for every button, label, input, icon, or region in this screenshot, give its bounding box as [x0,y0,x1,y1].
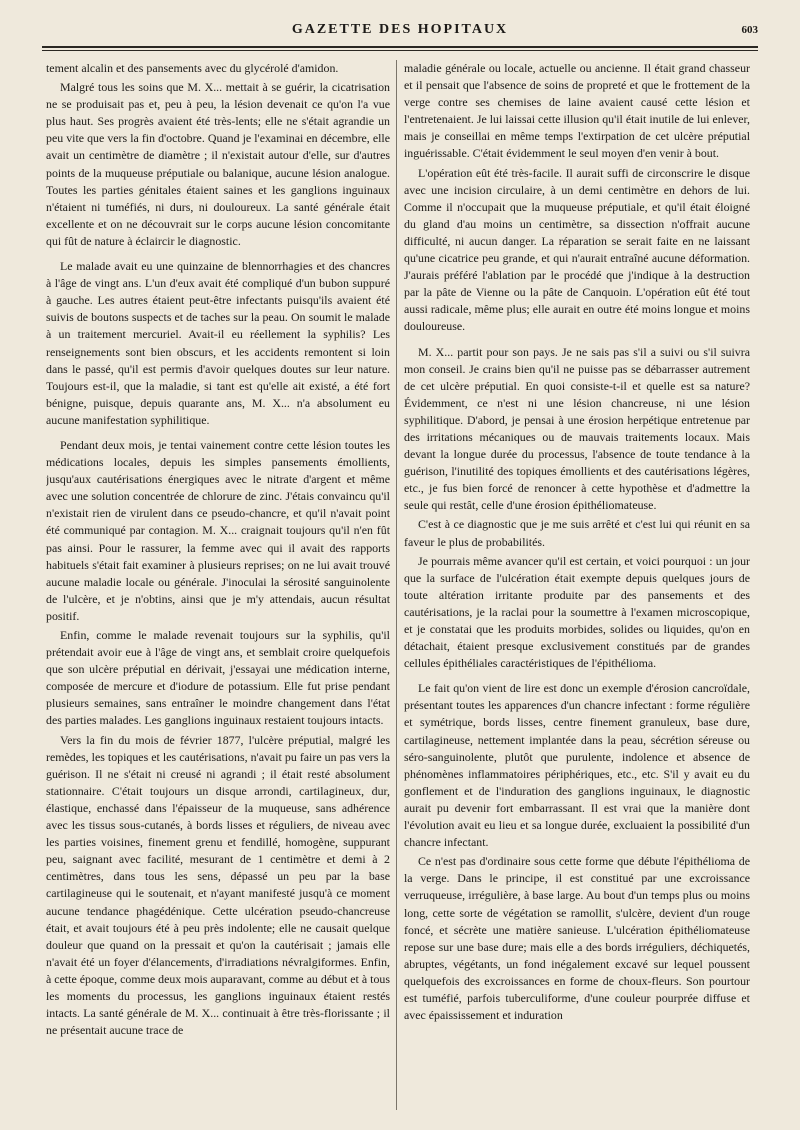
page-number: 603 [741,24,758,36]
paragraph: Le malade avait eu une quinzaine de blennorrhagies et des chancres à l'âge de vingt ans. L'un d'eux avait été compliqué d'un bubon suppuré à gauche. Les autres étaient peut-être infectants puisqu'ils avaient été suivis de boutons suspects et de taches sur la peau. On soumit le malade à un traitement mercuriel. Avait-il eu réellement la syphilis? Les renseignements sont bien obscurs, et les accidents remontent si loin dans le passé, qu'il est permis d'avoir quelques doutes sur leur nature. Toujours est-il, que la maladie, si tant est qu'elle ait existé, a été fort bénigne, puisque, depuis quarante ans, M. X... n'a absolument eu aucune manifestation syphilitique. [46,259,390,427]
paragraph: tement alcalin et des pansements avec du glycérolé d'amidon. [46,61,339,75]
column-divider [396,60,397,1110]
paragraph: Le fait qu'on vient de lire est donc un exemple d'érosion cancroïdale, présentant toutes les apparences d'un chancre infectant : forme régulière et symétrique, bords lisses, centre finement granuleux, base dure, cartilagineuse, nettement implantée dans la peau, sécrétion séreuse ou séro-sanguinolente, plutôt que purulente, indolence et absence de phénomènes inflammatoires périphériques, etc., etc. S'il y avait eu du gonflement et de l'induration des ganglions inguinaux, le diagnostic aurait pu devenir fort embarrassant. Il est vrai que la manière dont l'évolution avait eu lieu et sa longue durée, excluaient la possibilité d'un chancre infectant. [404,681,750,850]
paragraph: Enfin, comme le malade revenait toujours sur la syphilis, qu'il prétendait avoir eue à l'âge de vingt ans, et semblait croire quelquefois que son ulcère préputial en dérivait, j'essayai une médication interne, composée de mercure et d'iodure de potassium. Elle fut prise pendant plusieurs semaines, sans entraîner le moindre changement dans l'état des parties malades. Les ganglions inguinaux restaient toujours intacts. [46,628,390,728]
paragraph: L'opération eût été très-facile. Il aurait suffi de circonscrire le disque avec une incision circulaire, à un demi centimètre en dehors de lui. Comme il n'occupait que la muqueuse préputiale, et qu'il était éloigné du gland d'au moins un centimètre, sa dissection n'offrait aucune difficulté, ni aucun danger. La réparation se serait faite en ne laissant qu'une cicatrice peu grande, et qui n'aurait entraîné aucune déformation. J'aurais préféré l'ablation par le procédé que j'indique à la destruction par la pâte de Vienne ou la pâte de Canquoin. L'opération eût été tout aussi radicale, même plus; elle aurait en outre été moins longue et moins douloureuse. [404,165,750,334]
paragraph: C'est à ce diagnostic que je me suis arrêté et c'est lui qui réunit en sa faveur le plus de probabilités. [404,517,750,549]
header-rule-thin [42,50,758,51]
paragraph: Je pourrais même avancer qu'il est certain, et voici pourquoi : un jour que la surface de l'ulcération était exempte depuis quelques jours de toute altération irritante produite par des pansements et des cautérisations, je la raclai pour la soumettre à l'examen microscopique, et je constatai que les produits morbides, solides ou liquides, qu'on en détachait, étaient presque exclusivement constitués par de grandes cellules épithéliales caractéristiques de l'épithélioma. [404,553,750,671]
paragraph: Vers la fin du mois de février 1877, l'ulcère préputial, malgré les remèdes, les topiques et les cautérisations, n'avait pu faire un pas vers la guérison. Il ne s'était ni creusé ni agrandi ; il était resté absolument stationnaire. C'était toujours un disque arrondi, cartilagineux, dur, élastique, enchassé dans l'épaisseur de la muqueuse, sans adhérence avec les tissus sous-cutanés, à bords lisses et réguliers, de niveau avec les parties voisines, finement grenu et fendillé, homogène, suppurant peu, saignant avec facilité, mesurant de 1 centimètre et demi à 2 centimètres, dans tous les sens, dépassé un peu par la base cartilagineuse qui le soutenait, et n'ayant manifesté jusqu'à ce moment aucune tendance phagédénique. Cette ulcération pseudo-chancreuse était, et avait toujours été à peu près indolente; elle ne causait quelque douleur que quand on la pressait et qu'on la cautérisait ; jamais elle n'avait été un foyer d'élancements, d'irradiations névralgiformes. Enfin, à cette époque, comme deux mois auparavant, comme au début et à tous les moments du processus, les ganglions inguinaux étaient restés intacts. La santé générale de M. X... continuait à être très-florissante ; il ne présentait aucune trace de [46,732,390,1038]
right-column [404,60,750,1118]
paragraph: Malgré tous les soins que M. X... mettait à se guérir, la cicatrisation ne se produisait pas et, peu à peu, la lésion devenait ce qu'on l'a vue plus haut. Ses progrès avaient été très-lents; elle ne s'était agrandie un peu vite que vers la fin d'octobre. Quand je l'examinai en décembre, elle avait un centimètre de diamètre ; il n'existait autour d'elle, sur d'autres points de la muqueuse préputiale ou balanique, aucune lésion analogue. Toutes les parties génitales étaient saines et les ganglions inguinaux n'étaient ni tuméfiés, ni durs, ni douloureux. La santé générale était excellente et on ne découvrait sur le corps aucune lésion concomitante qui fût de nature à éclaircir le diagnostic. [46,80,390,248]
paragraph: Pendant deux mois, je tentai vainement contre cette lésion toutes les médications locales, depuis les simples pansements émollients, jusqu'aux cautérisations énergiques avec le nitrate d'argent et même avec une solution concentrée de chlorure de zinc. J'étais convaincu qu'il n'existait rien de virulent dans ce pseudo-chancre, et qu'il n'avait point été communiqué par contagion. M. X... craignait toujours qu'il n'en fût pas ainsi. Pour le rassurer, la femme avec qui il avait des rapports habituels s'était fait examiner à plusieurs reprises; on ne lui avait trouvé aucune maladie locale ou générale. J'inoculai la sérosité sanguinolente de l'ulcère, et je n'obtins, ainsi que je m'y attendais, aucun résultat positif. [46,437,390,623]
header-rule-thick [42,46,758,48]
paragraph: Ce n'est pas d'ordinaire sous cette forme que débute l'épithélioma de la verge. Dans le principe, il est constitué par une excroissance verruqueuse, irrégulière, à base large. Au bout d'un temps plus ou moins long, cette sorte de végétation se ramollit, s'ulcère, devient d'un rouge foncé, et sécrète une matière sanieuse. L'ulcération épithéliomateuse repose sur une base dure; mais elle a des bords irréguliers, déchiquetés, abruptes, végétants, un fond inégalement excavé sur lequel poussent quelquefois des excroissances en forme de choux-fleurs. Son pourtour est tuméfié, parfois tuberculiforme, d'une couleur pourprée diffuse et avec épaississement et induration [404,854,750,1023]
paragraph: maladie générale ou locale, actuelle ou ancienne. Il était grand chasseur et il pensait que l'absence de soins de propreté et que le frottement de la verge contre ses chemises de laine avaient causé cette lésion et l'entretenaient. Je lui laissai cette illusion qu'il était inutile de lui enlever, mais je conseillai en même temps l'extirpation de cet ulcère préputial inguérissable. C'était évidemment le seul moyen d'en venir à bout. [404,61,750,161]
journal-title: GAZETTE DES HOPITAUX [291,22,509,37]
paragraph: M. X... partit pour son pays. Je ne sais pas s'il a suivi ou s'il suivra mon conseil. Je crains bien qu'il ne puisse pas se débarrasser autrement de cet ulcère préputial. En quoi consiste-t-il et quelle est sa nature? Évidemment, ce n'est ni une lésion chancreuse, ni une lésion syphilitique. D'abord, je pensai à une érosion herpétique entretenue par des irritations mécaniques ou de mauvais traitements locaux. Mais devant la longue durée du processus, l'absence de toute tendance à la guérison, l'inutilité des topiques émollients et des cautérisations légères, etc., je fus bien forcé de renoncer à cette hypothèse et d'admettre la seule qui restât, celle d'une érosion épithéliomateuse. [404,344,750,513]
page-header [42,18,758,44]
left-column [46,60,390,1118]
